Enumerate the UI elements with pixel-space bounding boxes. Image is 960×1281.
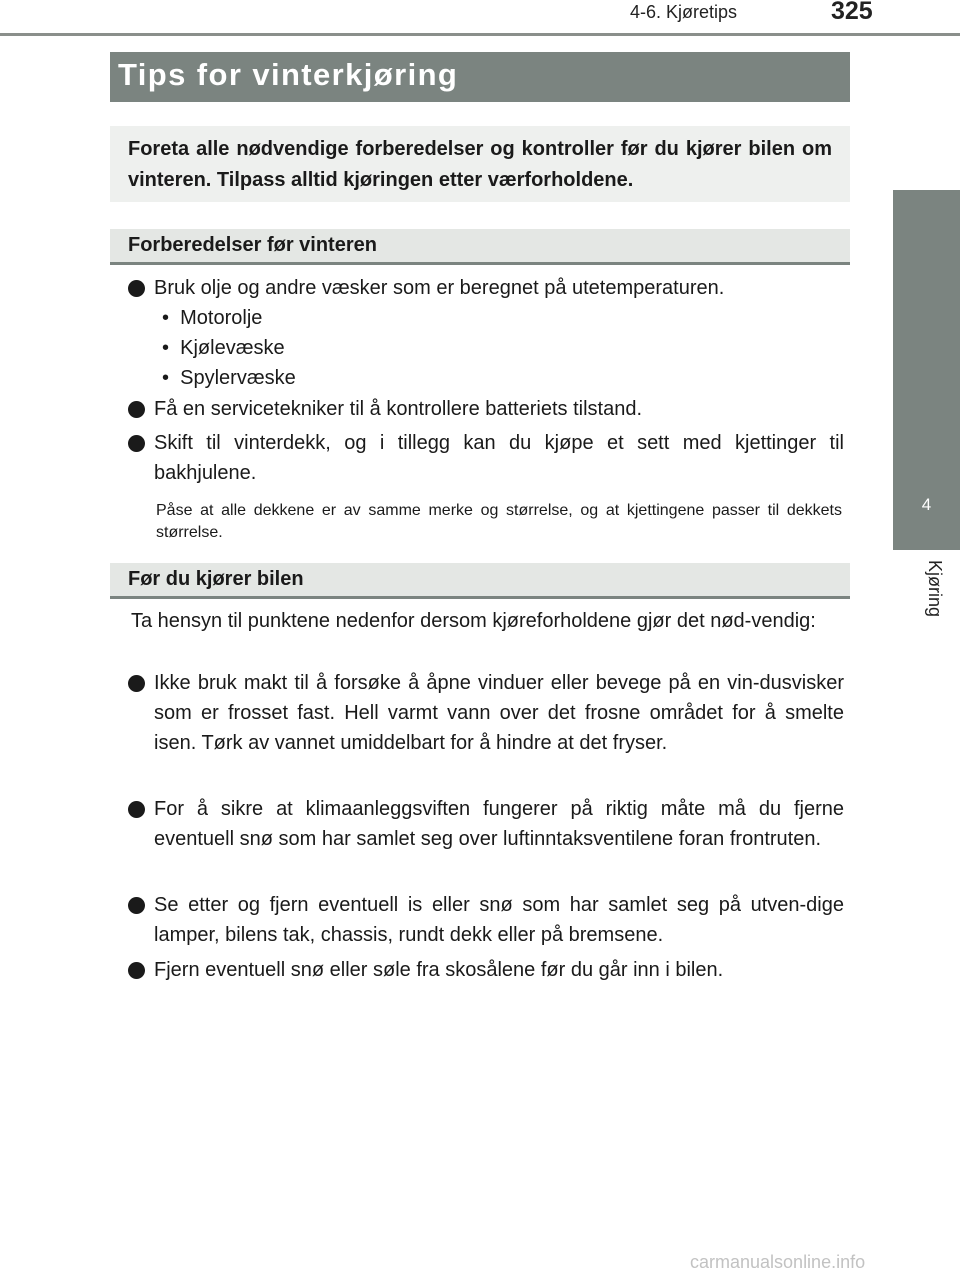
bullet-text: Skift til vinterdekk, og i tillegg kan du kjøpe et sett med kjettinger til bakhjulene.: [154, 432, 844, 484]
bullet-text: Se etter og fjern eventuell is eller snø som har samlet seg på utven-dige lamper, bilens tak, chassis, rundt dekk eller på bremsene.: [154, 894, 844, 946]
bullet-dot-icon: [128, 897, 145, 914]
bullet-dot-icon: [128, 675, 145, 692]
sub-list-item-text: Kjølevæske: [180, 337, 285, 359]
chapter-number: 4: [921, 495, 932, 514]
section-heading-label: Før du kjører bilen: [128, 568, 304, 590]
bullet-text: Ikke bruk makt til å forsøke å åpne vinduer eller bevege på en vin-dusvisker som er frosset fast. Hell varmt vann over det frosne området for å smelte isen. Tørk av vannet umiddelbart for å hindre at det fryser.: [154, 672, 844, 754]
intro-box: [110, 126, 850, 202]
section-heading-preparations: [110, 229, 850, 265]
bullet-dot-icon: [128, 280, 145, 297]
sub-list-item-text: Motorolje: [180, 307, 263, 329]
bullet-dot-icon: [128, 801, 145, 818]
bullet-dot-icon: [128, 401, 145, 418]
header-section-title: 4-6. Kjøretips: [630, 2, 738, 22]
bullet-item: [128, 428, 844, 488]
bullet-item: [128, 668, 844, 758]
bullet-item: [128, 394, 844, 424]
note-text: Påse at alle dekkene er av samme merke og størrelse, og at kjettingene passer til dekkets størrelse.: [156, 502, 842, 541]
bullet-item: [128, 794, 844, 854]
page-title: Tips for vinterkjøring: [118, 57, 459, 92]
bullet-item: [128, 890, 844, 950]
section-intro-paragraph: Ta hensyn til punktene nedenfor dersom kjøreforholdene gjør det nød-vendig:: [131, 610, 816, 632]
sub-list-item-text: Spylervæske: [180, 367, 296, 389]
section-heading-before-driving: [110, 563, 850, 599]
bullet-text: Få en servicetekniker til å kontrollere batteriets tilstand.: [154, 398, 642, 420]
chapter-tab: [893, 190, 960, 550]
header-divider: [0, 33, 960, 36]
intro-text: Foreta alle nødvendige forberedelser og kontroller før du kjører bilen om vinteren. Tilpass alltid kjøringen etter værforholdene.: [128, 138, 832, 191]
sub-list-item: • Motorolje: [162, 307, 263, 329]
sub-list-item: • Kjølevæske: [162, 337, 285, 359]
bullet-item: [128, 955, 844, 985]
watermark: carmanualsonline.info: [690, 1252, 866, 1272]
page-title-bar: [110, 52, 850, 102]
bullet-item: [128, 273, 844, 303]
bullet-text: Fjern eventuell snø eller søle fra skosålene før du går inn i bilen.: [154, 959, 724, 981]
bullet-text: Bruk olje og andre væsker som er beregnet på utetemperaturen.: [154, 277, 725, 299]
bullet-dot-icon: [128, 435, 145, 452]
bullet-text: For å sikre at klimaanleggsviften fungerer på riktig måte må du fjerne eventuell snø som har samlet seg over luftinntaksventilene foran frontruten.: [154, 798, 844, 850]
section-heading-label: Forberedelser før vinteren: [128, 234, 377, 256]
sub-list-item: • Spylervæske: [162, 367, 296, 389]
bullet-dot-icon: [128, 962, 145, 979]
page-number: 325: [831, 0, 873, 25]
chapter-label: Kjøring: [925, 560, 945, 618]
